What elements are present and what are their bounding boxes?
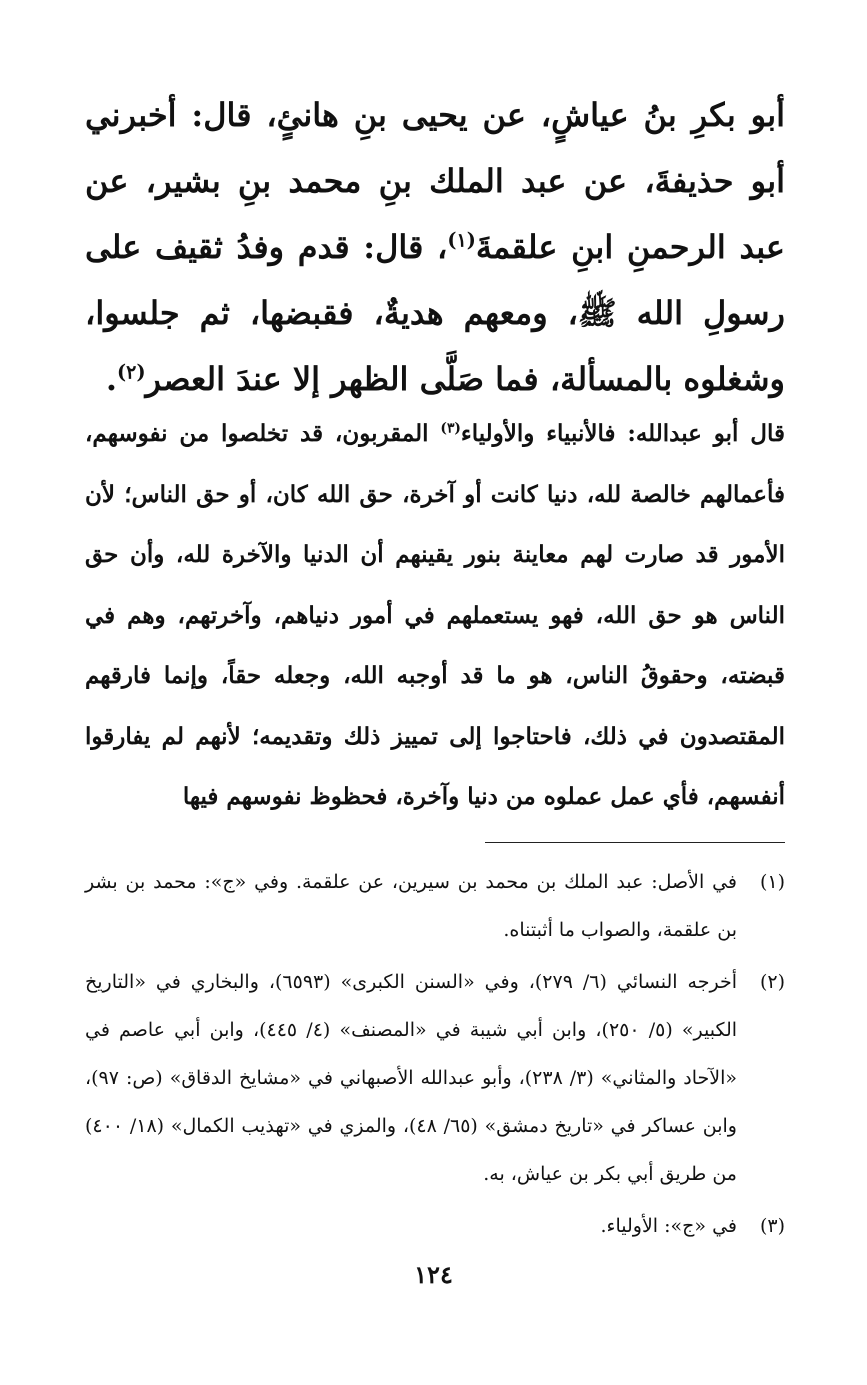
commentary-text-part-1: فالأنبياء والأولياء xyxy=(460,420,628,447)
hadith-text-end: . xyxy=(105,360,118,398)
commentary-text xyxy=(85,404,785,828)
commentary-paragraph xyxy=(85,404,785,828)
footnote-separator xyxy=(485,842,785,843)
footnote-1 xyxy=(85,858,785,954)
footnotes-section xyxy=(85,858,785,1254)
footnote-marker-1[interactable]: (١) xyxy=(447,228,476,252)
hadith-text-part-1: أبو بكرِ بنُ عياشٍ، عن يحيى بنِ هانئٍ، قال: أخبرني أبو حذيفةَ، عن عبد الملك بنِ محمد بنِ بشير، عن عبد الرحمنِ ابنِ علقمةَ xyxy=(85,96,786,266)
footnote-text: في الأصل: عبد الملك بن محمد بن سيرين، عن علقمة. وفي «ج»: محمد بن بشر بن علقمة، والصواب ما أثبتناه. xyxy=(85,871,737,941)
footnote-text: أخرجه النسائي (٦/ ٢٧٩)، وفي «السنن الكبرى» (٦٥٩٣)، والبخاري في «التاريخ الكبير» (٥/ ٢٥٠)، وابن أبي شيبة في «المصنف» (٤/ ٤٤٥)، وابن أبي عاصم في «الآحاد والمثاني» (٣/ ٢٣٨)، وأبو عبدالله الأصبهاني في «مشايخ الدقاق» (ص: ٩٧)، وابن عساكر في «تاريخ دمشق» (٦٥/ ٤٨)، والمزي في «تهذيب الكمال» (١٨/ ٤٠٠) من طريق أبي بكر بن عياش، به. xyxy=(85,971,738,1185)
footnote-marker-3[interactable]: (٣) xyxy=(440,420,461,437)
footnote-2 xyxy=(85,958,785,1198)
page-number: ١٢٤ xyxy=(414,1260,453,1289)
commentary-speaker: قال أبو عبدالله: xyxy=(627,420,785,447)
footnote-number: (٣) xyxy=(759,1215,785,1237)
hadith-text-part-2: ، قال: قدم وفدُ ثقيف على رسولِ الله ﷺ، ومعهم هديةٌ، فقبضها، ثم جلسوا، وشغلوه بالمسألة، فما صَلَّى الظهر إلا عندَ العصر xyxy=(85,228,785,398)
commentary-text-part-2: المقربون، قد تخلصوا من نفوسهم، فأعمالهم خالصة لله، دنيا كانت أو آخرة، حق الله كان، أو حق الناس؛ لأن الأمور قد صارت لهم معاينة بنور يقينهم أن الدنيا والآخرة لله، وأن حق الناس هو حق الله، فهو يستعملهم في أمور دنياهم، وآخرتهم، وهم في قبضته، وحقوقُ الناس، هو ما قد أوجبه الله، وجعله حقاً، وإنما فارقهم المقتصدون في ذلك، فاحتاجوا إلى تمييز ذلك وتقديمه؛ لأنهم لم يفارقوا أنفسهم، فأي عمل عملوه من دنيا وآخرة، فحظوظ نفوسهم فيها xyxy=(85,420,785,810)
footnote-marker-2[interactable]: (٢) xyxy=(117,360,146,384)
hadith-text xyxy=(85,82,785,412)
footnote-number: (٢) xyxy=(759,971,785,993)
footnote-text: في «ج»: الأولياء. xyxy=(600,1215,737,1237)
footnote-number: (١) xyxy=(759,871,785,893)
hadith-paragraph xyxy=(85,82,785,412)
footnote-3 xyxy=(85,1202,785,1250)
